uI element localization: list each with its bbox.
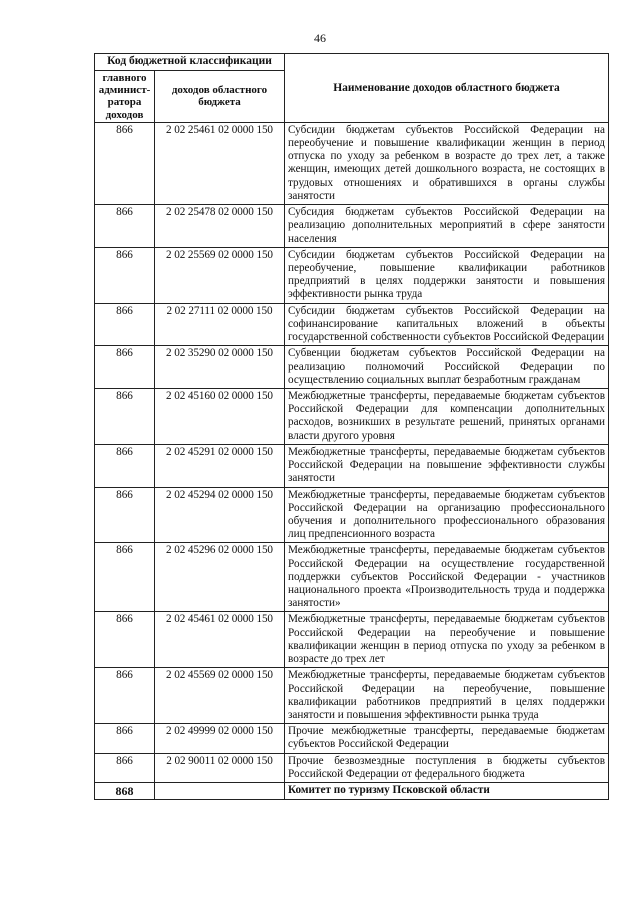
revenue-code-cell: 2 02 35290 02 0000 150 xyxy=(155,346,285,389)
page-number: 46 xyxy=(314,31,326,45)
header-classification-code: Код бюджетной классификации xyxy=(95,54,285,71)
revenue-name-cell: Субсидии бюджетам субъектов Российской Федерации на переобучение, повышение квалификации работников предприятий в целях поддержки занятости и повышения эффективности рынка труда xyxy=(285,247,609,303)
revenue-code-cell: 2 02 27111 02 0000 150 xyxy=(155,303,285,346)
table-row xyxy=(95,612,609,668)
revenue-code-cell: 2 02 45294 02 0000 150 xyxy=(155,487,285,543)
revenue-code-cell: 2 02 45291 02 0000 150 xyxy=(155,444,285,487)
admin-code-cell: 866 xyxy=(95,247,155,303)
revenue-code-cell: 2 02 45461 02 0000 150 xyxy=(155,612,285,668)
table-row xyxy=(95,444,609,487)
revenue-name-cell: Межбюджетные трансферты, передаваемые бюджетам субъектов Российской Федерации на осуществление государственной поддержки субъектов Российской Федерации - участников национального проекта «Производительность труда и поддержка занятости» xyxy=(285,543,609,612)
revenue-code-cell: 2 02 25461 02 0000 150 xyxy=(155,122,285,204)
revenue-name-cell: Прочие безвозмездные поступления в бюджеты субъектов Российской Федерации от федерального бюджета xyxy=(285,753,609,782)
revenue-code-cell xyxy=(155,783,285,800)
table-header-row xyxy=(95,54,609,71)
table-row xyxy=(95,543,609,612)
admin-code-cell: 868 xyxy=(95,783,155,800)
table-row xyxy=(95,122,609,204)
header-revenue-code: доходов областного бюджета xyxy=(155,70,285,122)
table-row xyxy=(95,205,609,248)
table-row xyxy=(95,753,609,782)
revenue-code-cell: 2 02 25478 02 0000 150 xyxy=(155,205,285,248)
admin-code-cell: 866 xyxy=(95,753,155,782)
revenue-name-cell: Субсидии бюджетам субъектов Российской Федерации на софинансирование капитальных вложений в объекты государственной собственности субъектов Российской Федерации xyxy=(285,303,609,346)
table-row xyxy=(95,724,609,753)
table-row xyxy=(95,668,609,724)
table-row xyxy=(95,783,609,800)
revenue-name-cell: Комитет по туризму Псковской области xyxy=(285,783,609,800)
admin-code-cell: 866 xyxy=(95,612,155,668)
admin-code-cell: 866 xyxy=(95,487,155,543)
admin-code-cell: 866 xyxy=(95,205,155,248)
table-row xyxy=(95,346,609,389)
admin-code-cell: 866 xyxy=(95,444,155,487)
table-row xyxy=(95,388,609,444)
admin-code-cell: 866 xyxy=(95,543,155,612)
revenue-name-cell: Межбюджетные трансферты, передаваемые бюджетам субъектов Российской Федерации на переобучение, повышение квалификации работников предприятий в целях поддержки занятости и повышения эффективности рынка труда xyxy=(285,668,609,724)
revenue-name-cell: Прочие межбюджетные трансферты, передаваемые бюджетам субъектов Российской Федерации xyxy=(285,724,609,753)
admin-code-cell: 866 xyxy=(95,122,155,204)
table-body xyxy=(95,122,609,799)
revenue-name-cell: Межбюджетные трансферты, передаваемые бюджетам субъектов Российской Федерации на повышение эффективности службы занятости xyxy=(285,444,609,487)
revenue-name-cell: Межбюджетные трансферты, передаваемые бюджетам субъектов Российской Федерации для компенсации дополнительных расходов, возникших в результате решений, принятых органами власти другого уровня xyxy=(285,388,609,444)
table-row xyxy=(95,303,609,346)
revenue-name-cell: Межбюджетные трансферты, передаваемые бюджетам субъектов Российской Федерации на организацию профессионального обучения и дополнительного профессионального образования лиц предпенсионного возраста xyxy=(285,487,609,543)
revenue-code-cell: 2 02 25569 02 0000 150 xyxy=(155,247,285,303)
revenue-code-cell: 2 02 49999 02 0000 150 xyxy=(155,724,285,753)
header-chief-administrator: главного админист-ратора доходов xyxy=(95,70,155,122)
budget-classification-table xyxy=(94,53,609,800)
revenue-name-cell: Субсидия бюджетам субъектов Российской Федерации на реализацию дополнительных мероприятий в сфере занятости населения xyxy=(285,205,609,248)
header-revenue-name: Наименование доходов областного бюджета xyxy=(285,54,609,123)
admin-code-cell: 866 xyxy=(95,388,155,444)
revenue-code-cell: 2 02 45569 02 0000 150 xyxy=(155,668,285,724)
revenue-code-cell: 2 02 90011 02 0000 150 xyxy=(155,753,285,782)
admin-code-cell: 866 xyxy=(95,724,155,753)
admin-code-cell: 866 xyxy=(95,346,155,389)
admin-code-cell: 866 xyxy=(95,303,155,346)
revenue-name-cell: Межбюджетные трансферты, передаваемые бюджетам субъектов Российской Федерации на переобучение и повышение квалификации женщин в период отпуска по уходу за ребенком в возрасте до трех лет xyxy=(285,612,609,668)
revenue-code-cell: 2 02 45160 02 0000 150 xyxy=(155,388,285,444)
revenue-name-cell: Субсидии бюджетам субъектов Российской Федерации на переобучение и повышение квалификации женщин в период отпуска по уходу за ребенком в возрасте до трех лет, а также женщин, имеющих детей дошкольного возраста, не состоящих в трудовых отношениях и обратившихся в органы службы занятости xyxy=(285,122,609,204)
revenue-name-cell: Субвенции бюджетам субъектов Российской Федерации на реализацию полномочий Российской Федерации по осуществлению социальных выплат безработным гражданам xyxy=(285,346,609,389)
table-row xyxy=(95,487,609,543)
admin-code-cell: 866 xyxy=(95,668,155,724)
revenue-code-cell: 2 02 45296 02 0000 150 xyxy=(155,543,285,612)
table-row xyxy=(95,247,609,303)
